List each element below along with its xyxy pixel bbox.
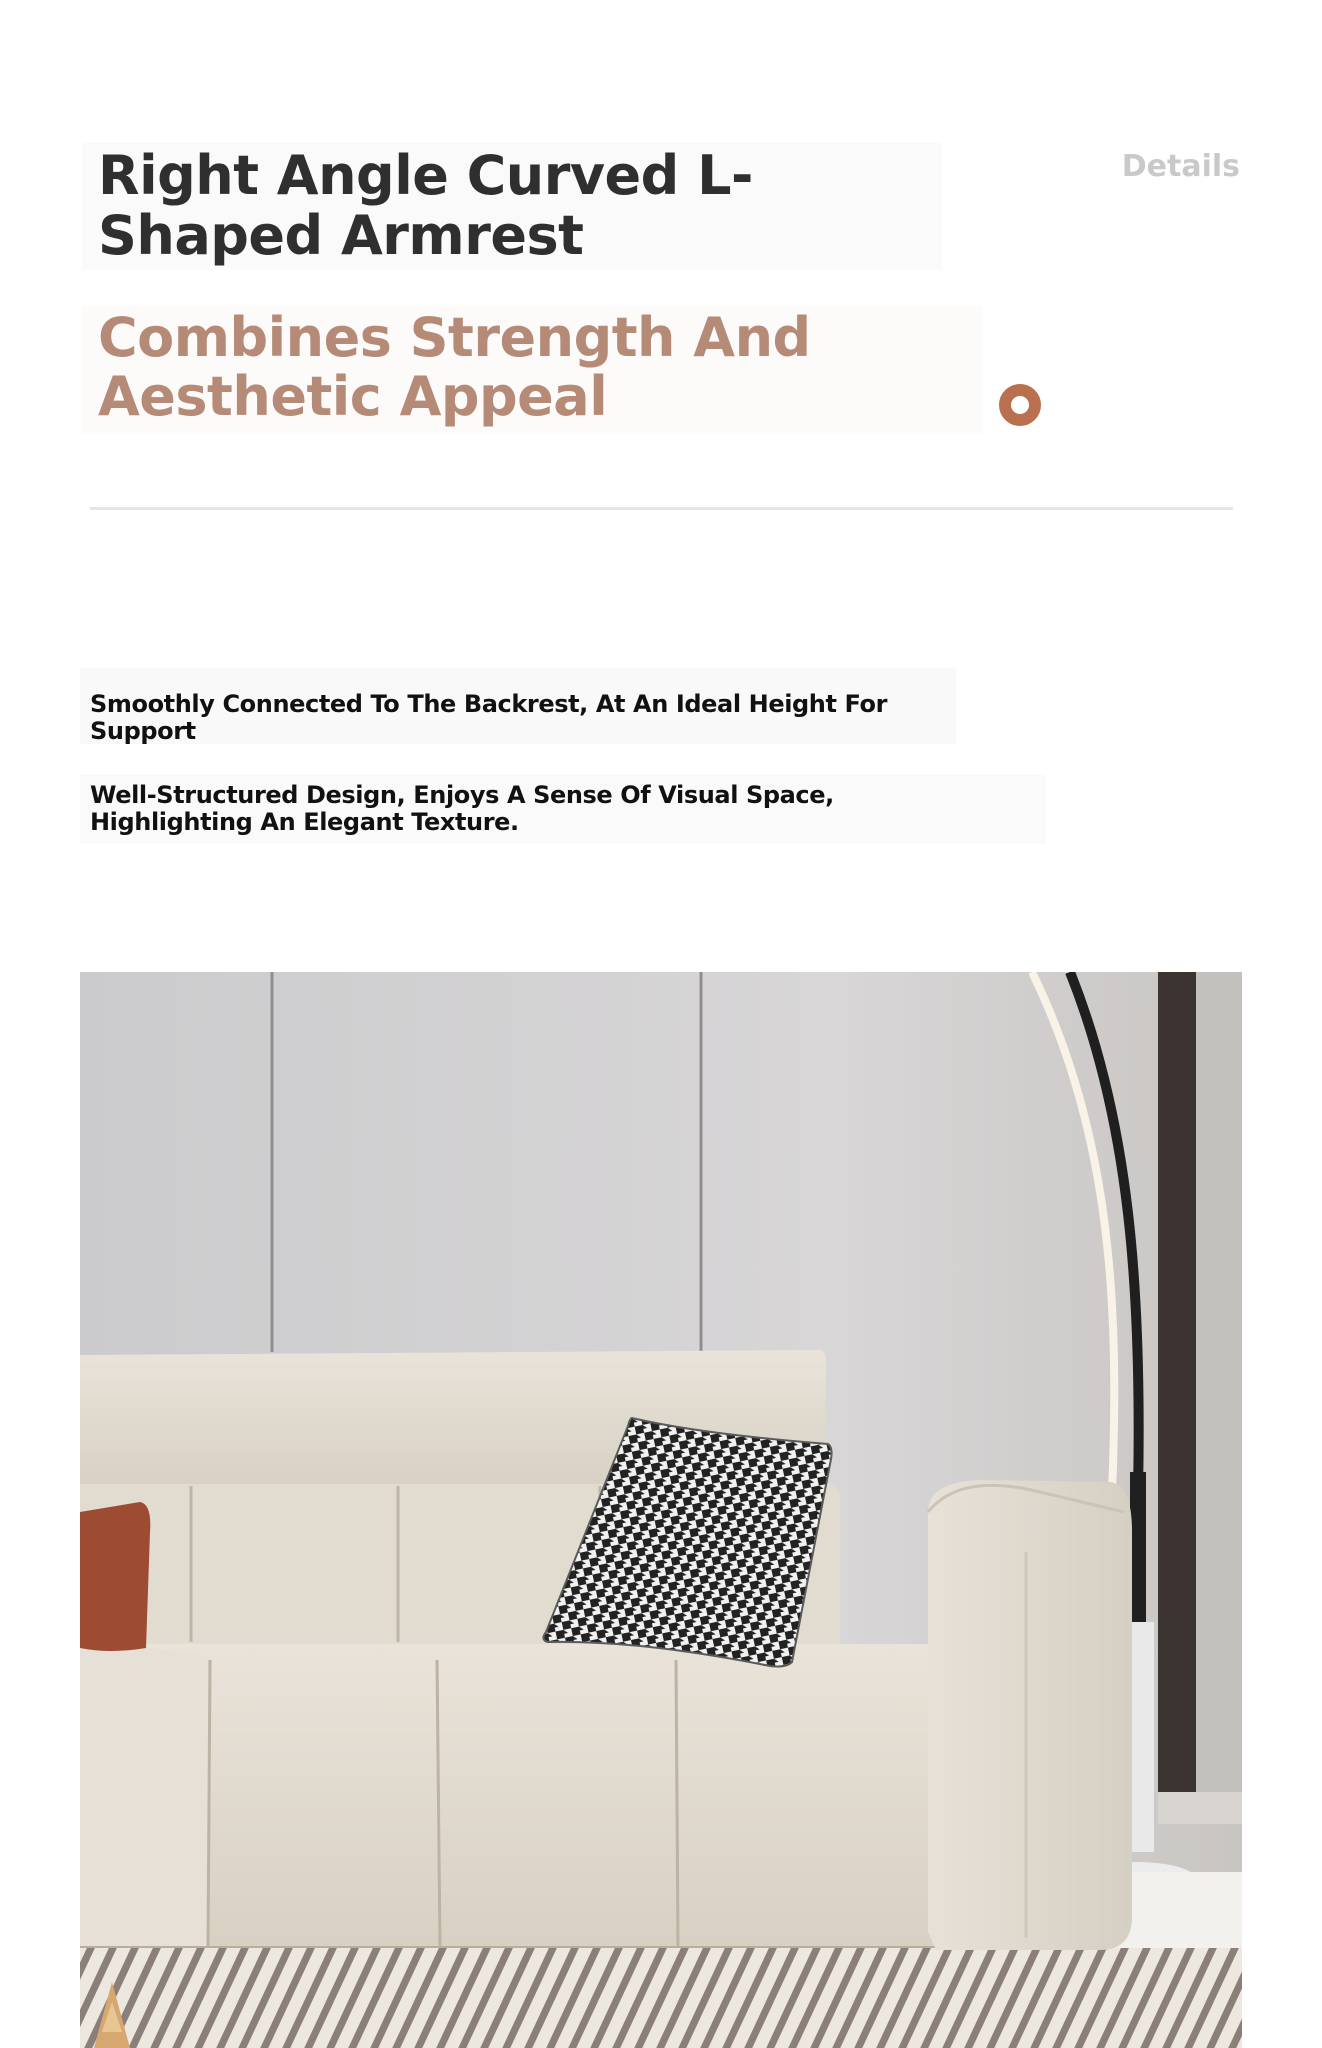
details-link[interactable]: Details — [1121, 149, 1240, 184]
page-title: Right Angle Curved L-Shaped Armrest — [98, 144, 753, 267]
section-divider — [90, 507, 1233, 510]
feature-text: Smoothly Connected To The Backrest, At An Ideal Height For Support — [90, 690, 888, 745]
feature-text: Well-Structured Design, Enjoys A Sense Of Visual Space, Highlighting An Elegant Texture. — [90, 781, 834, 836]
sofa-product-photo — [80, 972, 1242, 2048]
ring-icon — [999, 384, 1041, 426]
page-subtitle: Combines Strength And Aesthetic Appeal — [98, 306, 811, 428]
